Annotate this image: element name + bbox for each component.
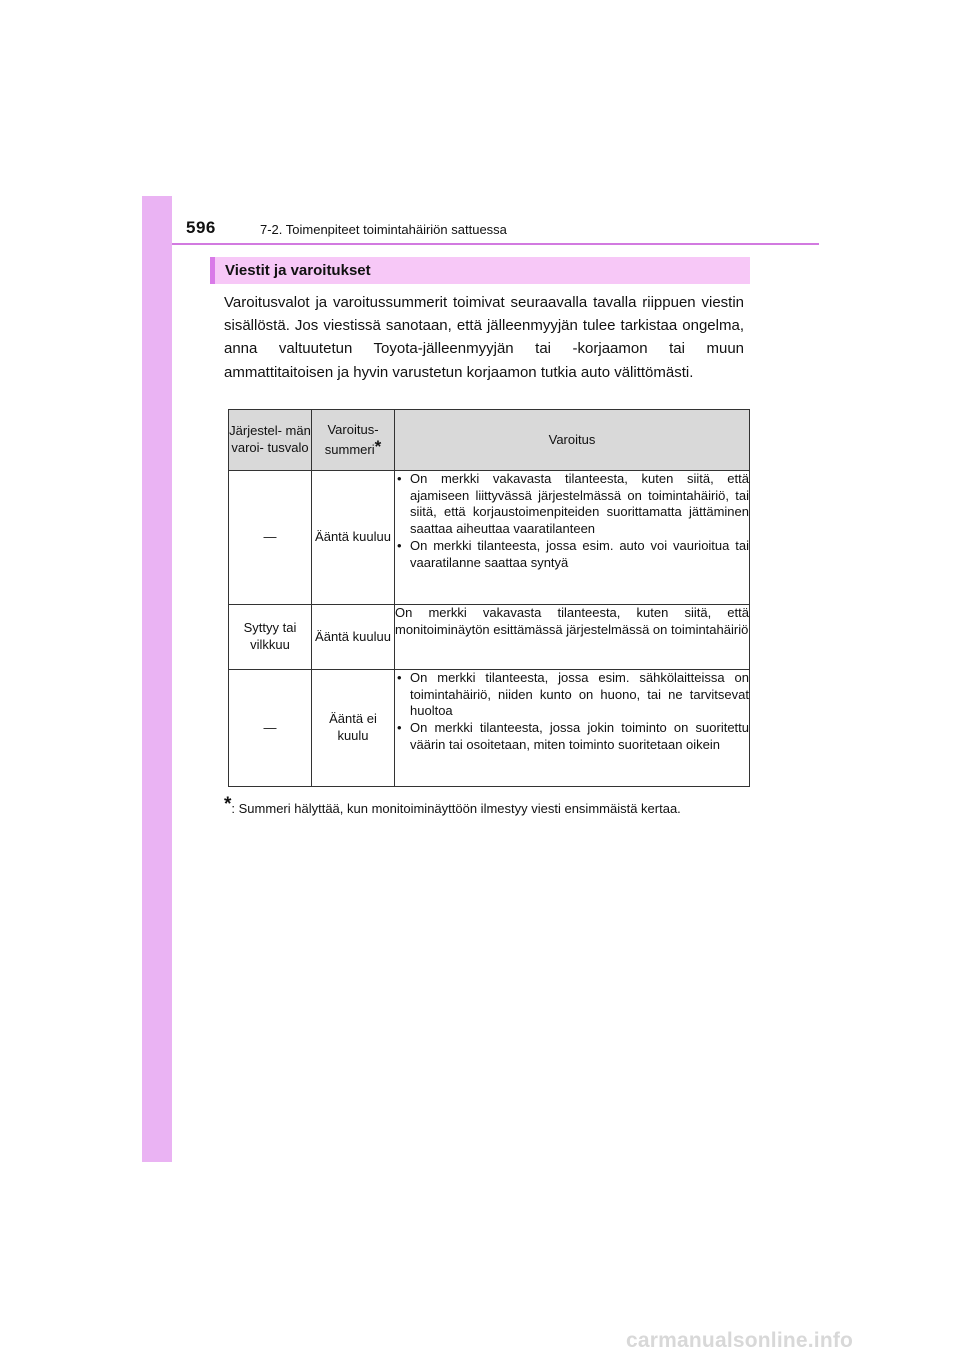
cell-buzzer: Ääntä kuuluu (312, 471, 395, 605)
list-item: • On merkki vakavasta tilanteesta, kuten siitä, että ajamiseen liittyvässä järjestelmässä on toimintahäiriö, tai siitä, että korjaustoimenpiteiden suorittamatta jättäminen saattaa aiheuttaa vaaratilanteen (397, 471, 749, 537)
watermark: carmanualsonline.info (626, 1329, 854, 1352)
section-title: Viestit ja varoitukset (210, 257, 750, 284)
header-rule (172, 243, 819, 245)
cell-warning (395, 670, 750, 787)
cell-light: — (229, 471, 312, 605)
table-row (229, 605, 750, 670)
side-tab-bar (142, 196, 172, 1162)
footnote-text: : Summeri hälyttää, kun monitoiminäyttöön ilmestyy viesti ensimmäistä kertaa. (231, 801, 681, 816)
list-item: • On merkki tilanteesta, jossa jokin toiminto on suoritettu väärin tai osoitetaan, miten toiminto suoritetaan oikein (397, 720, 749, 752)
footnote-marker: * (374, 436, 382, 456)
table-header-row (229, 410, 750, 471)
table-row (229, 670, 750, 787)
cell-light: — (229, 670, 312, 787)
cell-buzzer: Ääntä ei kuulu (312, 670, 395, 787)
table-row (229, 471, 750, 605)
running-head: 7-2. Toimenpiteet toimintahäiriön sattuessa (260, 222, 507, 237)
page-number: 596 (186, 218, 216, 237)
cell-buzzer: Ääntä kuuluu (312, 605, 395, 670)
header-buzzer: Varoitus- summeri* (312, 410, 395, 471)
warnings-table (228, 409, 750, 787)
list-item: • On merkki tilanteesta, jossa esim. sähkölaitteissa on toimintahäiriö, niiden kunto on huono, tai ne tarvitsevat huoltoa (397, 670, 749, 719)
header-warning: Varoitus (395, 410, 750, 471)
header-system-light: Järjestel- män varoi- tusvalo (229, 410, 312, 471)
list-item: • On merkki tilanteesta, jossa esim. auto voi vaurioitua tai vaaratilanne saattaa syntyä (397, 537, 749, 570)
intro-paragraph: Varoitusvalot ja varoitussummerit toimivat seuraavalla tavalla riippuen viestin sisällöstä. Jos viestissä sanotaan, että jälleenmyyjän tulee tarkistaa ongelma, anna valtuutetun Toyota-jälleenmyyjän tai -korjaamon tai muun ammattitaitoisen ja hyvin varustetun korjaamon tutkia auto välittömästi. (224, 294, 744, 381)
footnote (224, 796, 744, 817)
footnote-marker: * (224, 794, 232, 815)
cell-light: Syttyy tai vilkkuu (229, 605, 312, 670)
cell-warning: On merkki vakavasta tilanteesta, kuten siitä, että monitoiminäytön esittämässä järjestelmässä on toimintahäiriö (395, 605, 750, 670)
cell-warning (395, 471, 750, 605)
